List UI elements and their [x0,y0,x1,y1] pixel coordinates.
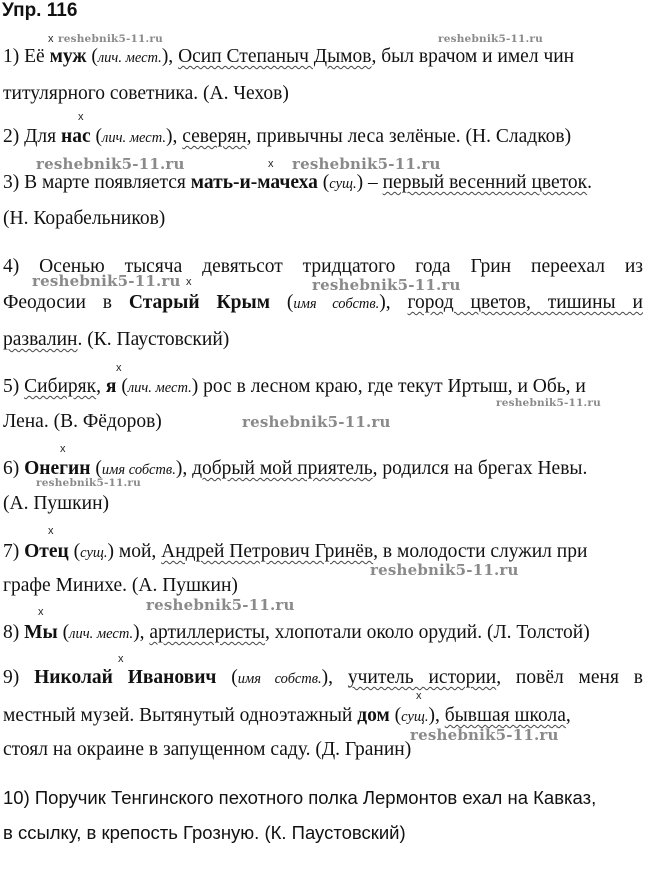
apposition: Сибиряк [24,376,97,397]
apposition: учитель истории [347,667,497,688]
watermark: reshebnik5-11.ru [32,272,181,290]
subject-word: дом [357,705,390,726]
subject-mark: x [268,158,274,170]
subject-word: я [105,376,117,397]
sentence-4-line-2: Феодосии в Старый Крым (имя собств.), город цветов, тишины и [3,292,643,313]
sentence-10-line-1: 10) Поручик Тенгинского пехотного полка Лермонтов ехал на Кавказ, [3,787,597,808]
apposition: бывшая школа [444,705,566,726]
watermark: reshebnik5-11.ru [438,33,543,45]
sentence-6-line-1: 6) Онегин (имя собств.), добрый мой приятель, родился на брегах Невы. [3,458,588,479]
apposition: артиллеристы [149,622,266,643]
subject-word: Николай Иванович [34,667,217,688]
subject-word: Старый Крым [128,292,270,313]
sentence-2-line-1: 2) Для нас (лич. мест.), северян, привычны леса зелёные. (Н. Сладков) [3,126,572,147]
sentence-4-line-3: развалин. (К. Паустовский) [3,329,230,350]
apposition: первый весенний цветок [382,172,588,193]
subject-mark: x [48,525,54,537]
subject-word: Мы [24,622,58,643]
subject-mark: x [118,653,124,665]
subject-mark: x [78,111,84,123]
apposition: Андрей Петрович Гринёв [161,541,374,562]
part-of-speech-label: имя собств. [237,671,322,687]
sentence-5-line-2: Лена. (В. Фёдоров) [3,411,162,432]
sentence-7-line-1: 7) Отец (сущ.) мой, Андрей Петрович Гринёв, в молодости служил при [3,541,588,562]
subject-mark: x [186,276,192,288]
watermark: reshebnik5-11.ru [36,155,185,173]
part-of-speech-label: лич. мест. [97,50,162,66]
watermark: reshebnik5-11.ru [370,561,519,579]
part-of-speech-label: лич. мест. [102,130,166,146]
apposition: развалин [3,329,78,350]
apposition: Осип Степаныч Дымов [178,46,372,67]
apposition: город цветов, тишины и [407,292,643,313]
watermark: reshebnik5-11.ru [146,596,295,614]
sentence-4-line-1: 4) Осенью тысяча девятьсот тридцатого года Грин переехал из [3,256,643,277]
part-of-speech-label: имя собств. [101,462,176,478]
sentence-5-line-1: 5) Сибиряк, я (лич. мест.) рос в лесном краю, где текут Иртыш, и Обь, и [3,376,586,397]
subject-word: Отец [24,541,69,562]
subject-mark: x [48,33,54,45]
part-of-speech-label: лич. мест. [127,380,192,396]
watermark: reshebnik5-11.ru [36,477,141,489]
sentence-9-line-2: местный музей. Вытянутый одноэтажный дом (сущ.), бывшая школа, [3,705,571,726]
sentence-6-line-2: (А. Пушкин) [3,493,110,514]
subject-mark: x [38,606,44,618]
subject-word: муж [49,46,87,67]
apposition: северян [182,126,247,147]
subject-word: нас [61,126,91,147]
sentence-8-line-1: 8) Мы (лич. мест.), артиллеристы, хлопотали около орудий. (Л. Толстой) [3,622,590,643]
part-of-speech-label: имя собств. [293,296,380,312]
part-of-speech-label: сущ. [80,545,108,561]
sentence-9-line-3: стоял на окраине в запущенном саду. (Д. Гранин) [3,739,412,760]
sentence-1-line-2: титулярного советника. (А. Чехов) [3,83,289,104]
watermark: reshebnik5-11.ru [496,397,601,409]
watermark: reshebnik5-11.ru [58,33,163,45]
sentence-1-line-1: 1) Её муж (лич. мест.), Осип Степаныч Дымов, был врачом и имел чин [3,46,575,67]
subject-mark: x [416,690,422,702]
part-of-speech-label: лич. мест. [69,626,134,642]
sentence-7-line-2: графе Минихе. (А. Пушкин) [3,575,238,596]
part-of-speech-label: сущ. [401,709,429,725]
subject-word: Онегин [24,458,91,479]
subject-mark: x [116,362,122,374]
subject-word: мать-и-мачеха [190,172,318,193]
watermark: reshebnik5-11.ru [242,413,391,431]
part-of-speech-label: сущ. [329,176,357,192]
watermark: reshebnik5-11.ru [312,276,461,294]
sentence-9-line-1: 9) Николай Иванович (имя собств.), учитель истории, повёл меня в [3,667,643,688]
watermark: reshebnik5-11.ru [292,155,441,173]
apposition: добрый мой приятель [192,458,373,479]
sentence-3-line-1: 3) В марте появляется мать-и-мачеха (сущ.) – первый весенний цветок. [3,172,593,193]
sentence-10-line-2: в ссылку, в крепость Грозную. (К. Паустовский) [3,822,406,843]
sentence-3-line-2: (Н. Корабельников) [3,208,166,229]
subject-mark: x [60,443,66,455]
watermark: reshebnik5-11.ru [410,726,559,744]
exercise-title: Упр. 116 [2,0,78,21]
